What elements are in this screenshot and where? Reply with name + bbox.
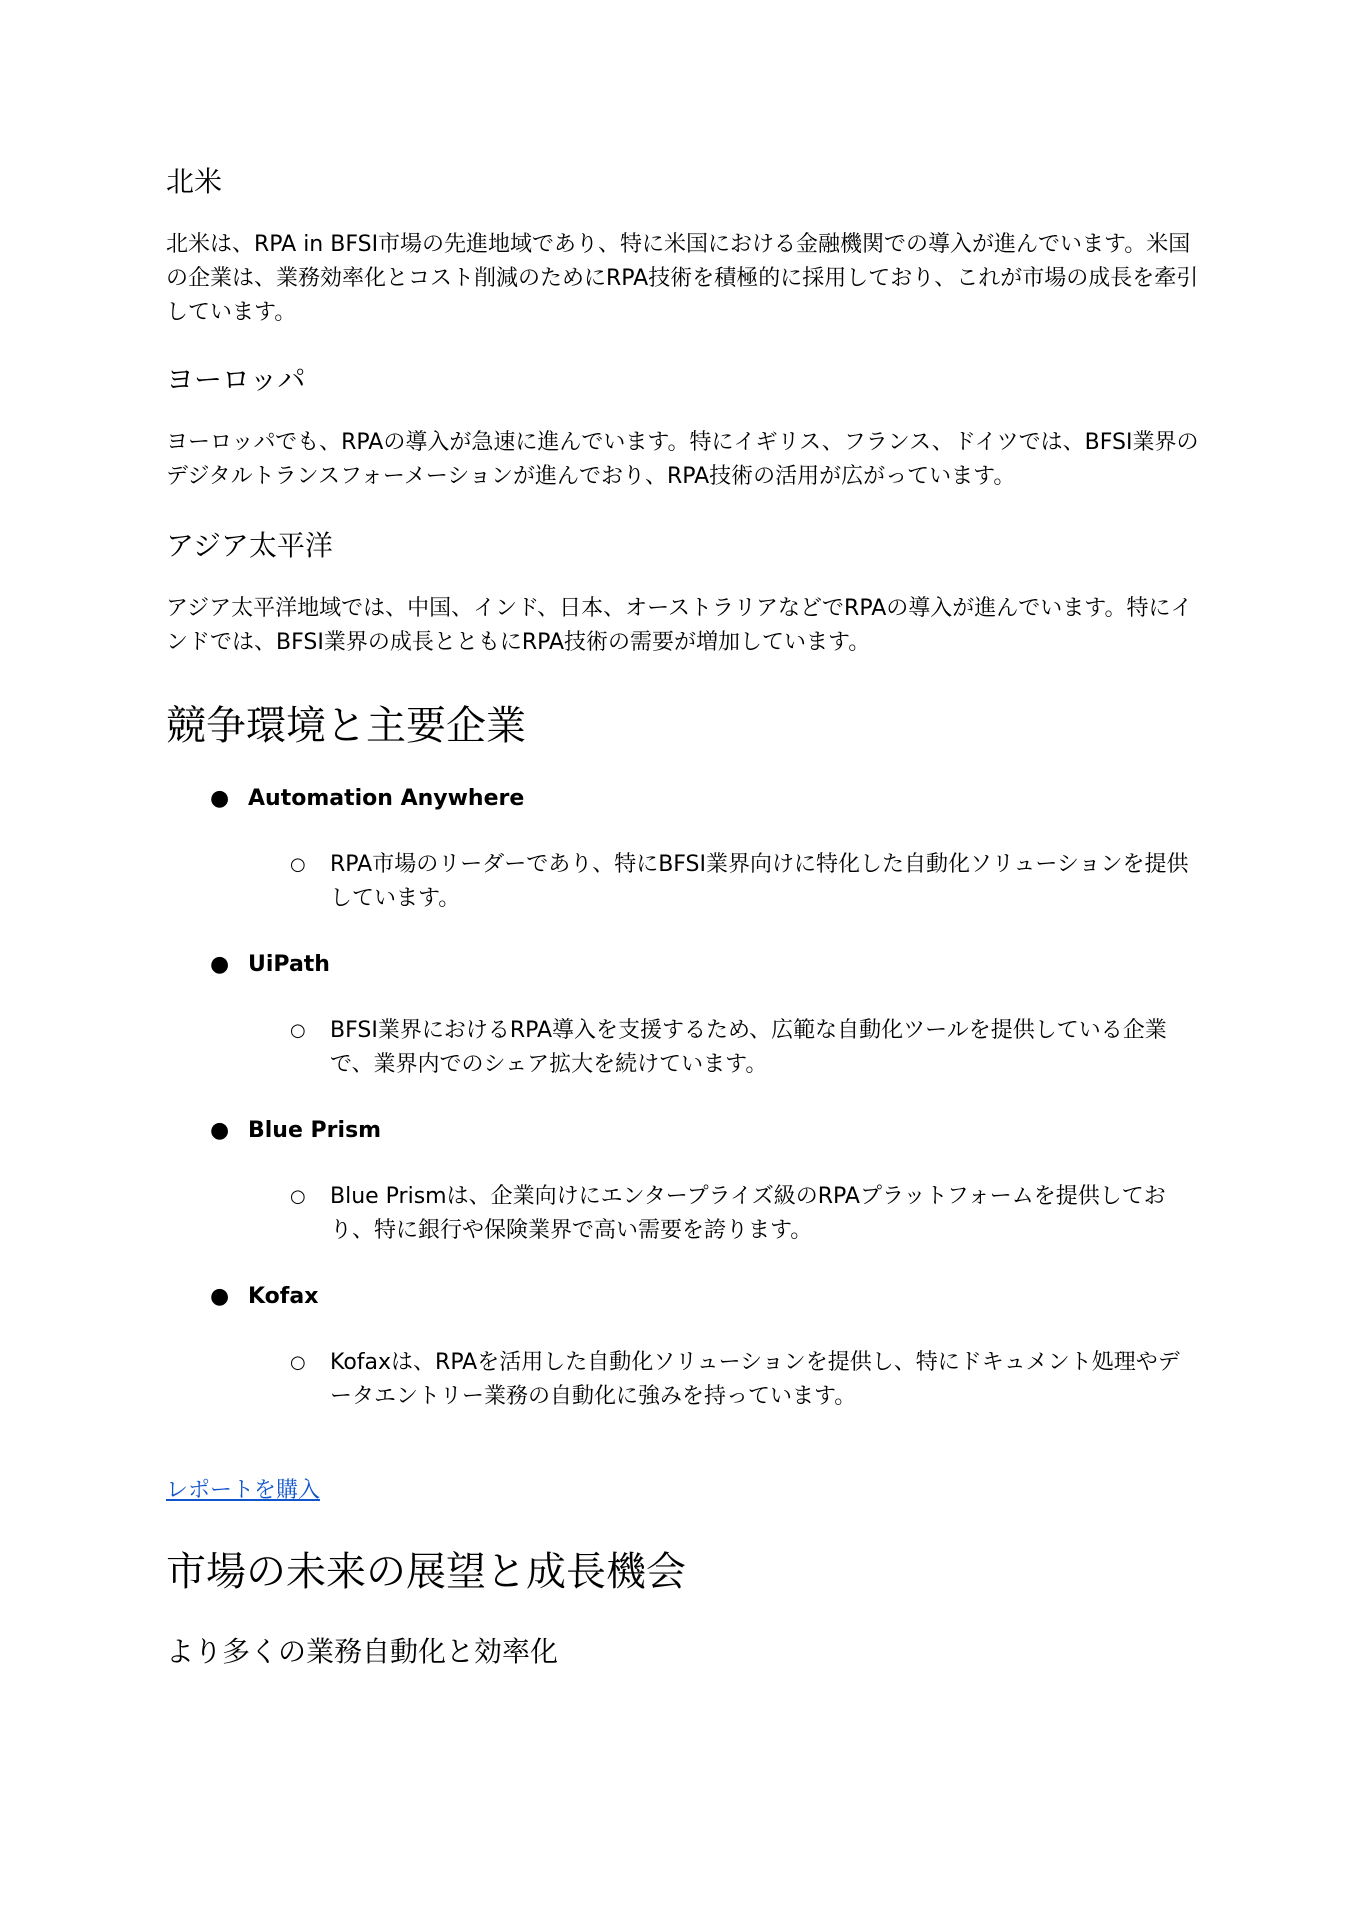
company-description: Blue Prismは、企業向けにエンタープライズ級のRPAプラットフォームを提供しており、特に銀行や保険業界で高い需要を誇ります。	[330, 1184, 1166, 1243]
region-heading-asia-pacific: アジア太平洋	[166, 529, 333, 562]
company-description: Kofaxは、RPAを活用した自動化ソリューションを提供し、特にドキュメント処理やデータエントリー業務の自動化に強みを持っています。	[330, 1350, 1180, 1409]
section-title-competition: 競争環境と主要企業	[166, 703, 526, 749]
region-heading-north-america: 北米	[166, 165, 223, 198]
company-name: Automation Anywhere	[248, 786, 525, 811]
bullet-icon: ●	[210, 952, 230, 977]
sub-bullet-icon: ○	[290, 1352, 306, 1373]
region-paragraph-asia-pacific: アジア太平洋地域では、中国、インド、日本、オーストラリアなどでRPAの導入が進んでいます。特にインドでは、BFSI業界の成長とともにRPA技術の需要が増加しています。	[166, 596, 1193, 655]
sub-bullet-icon: ○	[290, 854, 306, 875]
company-name: UiPath	[248, 952, 330, 977]
future-subheading: より多くの業務自動化と効率化	[166, 1635, 559, 1668]
company-name: Blue Prism	[248, 1118, 382, 1143]
bullet-icon: ●	[210, 1284, 230, 1309]
bullet-icon: ●	[210, 786, 230, 811]
sub-bullet-icon: ○	[290, 1020, 306, 1041]
bullet-icon: ●	[210, 1118, 230, 1143]
buy-report-link[interactable]: レポートを購入	[166, 1478, 321, 1503]
company-name: Kofax	[248, 1284, 319, 1309]
region-paragraph-europe: ヨーロッパでも、RPAの導入が急速に進んでいます。特にイギリス、フランス、ドイツでは、BFSI業界のデジタルトランスフォーメーションが進んでおり、RPA技術の活用が広がっています。	[166, 430, 1199, 489]
company-description: BFSI業界におけるRPA導入を支援するため、広範な自動化ツールを提供している企業で、業界内でのシェア拡大を続けています。	[330, 1018, 1167, 1077]
region-heading-europe: ヨーロッパ	[166, 363, 306, 396]
region-paragraph-north-america: 北米は、RPA in BFSI市場の先進地域であり、特に米国における金融機関での導入が進んでいます。米国の企業は、業務効率化とコスト削減のためにRPA技術を積極的に採用しており、これが市場の成長を牽引しています。	[166, 232, 1199, 325]
section-title-future: 市場の未来の展望と成長機会	[166, 1549, 686, 1595]
company-description: RPA市場のリーダーであり、特にBFSI業界向けに特化した自動化ソリューションを提供しています。	[330, 852, 1189, 911]
sub-bullet-icon: ○	[290, 1186, 306, 1207]
